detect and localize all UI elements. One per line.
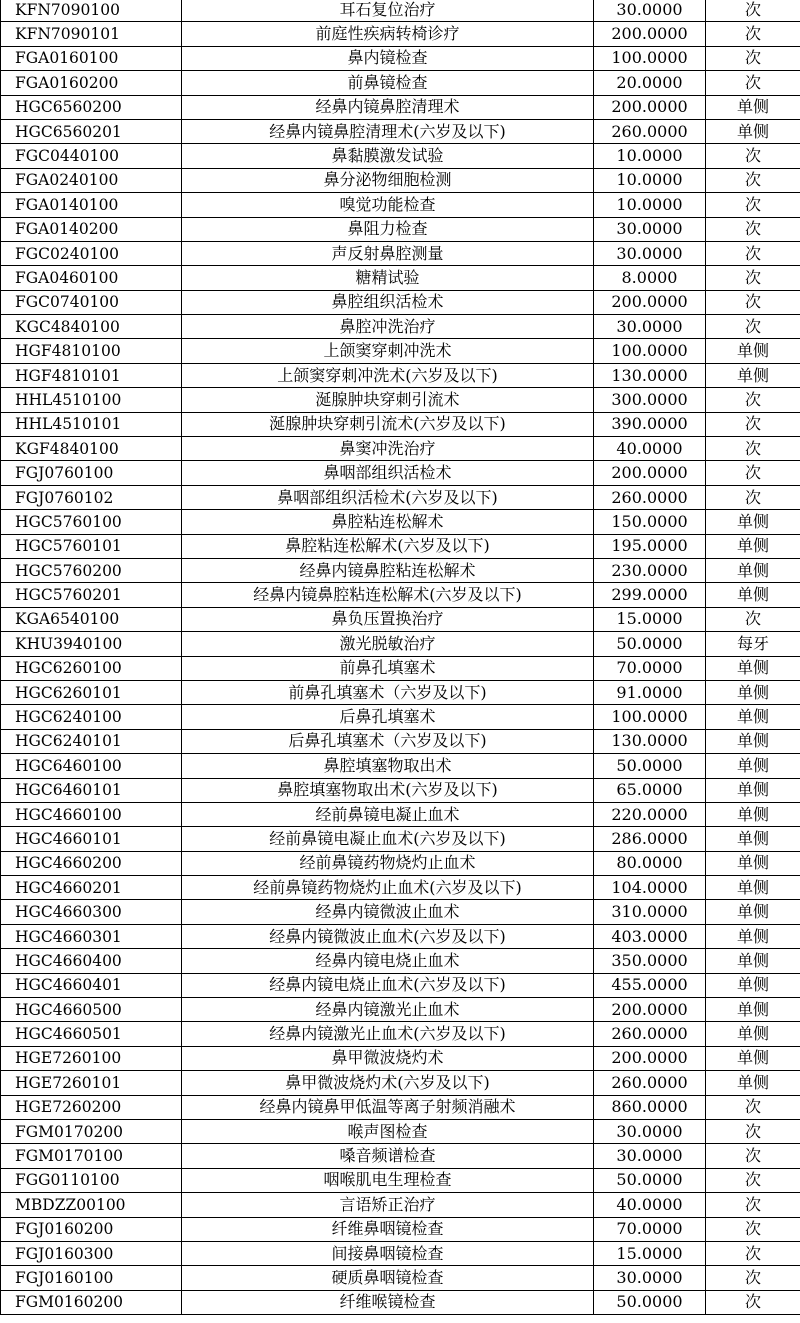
item-name-cell: 鼻阻力检查 bbox=[182, 217, 594, 241]
table-row bbox=[1, 95, 800, 119]
item-price-cell: 10.0000 bbox=[594, 144, 706, 168]
item-name-cell: 激光脱敏治疗 bbox=[182, 632, 594, 656]
item-unit-cell: 单侧 bbox=[706, 705, 800, 729]
item-unit-cell: 次 bbox=[706, 461, 800, 485]
item-name-cell: 鼻腔粘连松解术 bbox=[182, 510, 594, 534]
table-row bbox=[1, 22, 800, 46]
item-name-cell: 经鼻内镜鼻腔清理术(六岁及以下) bbox=[182, 119, 594, 143]
table-row bbox=[1, 388, 800, 412]
item-unit-cell: 单侧 bbox=[706, 851, 800, 875]
item-price-cell: 50.0000 bbox=[594, 632, 706, 656]
item-unit-cell: 次 bbox=[706, 1193, 800, 1217]
item-unit-cell: 次 bbox=[706, 290, 800, 314]
item-name-cell: 鼻负压置换治疗 bbox=[182, 607, 594, 631]
item-unit-cell: 次 bbox=[706, 71, 800, 95]
item-code-cell: HGC4660100 bbox=[1, 802, 182, 826]
item-price-cell: 65.0000 bbox=[594, 778, 706, 802]
item-unit-cell: 单侧 bbox=[706, 95, 800, 119]
item-price-cell: 50.0000 bbox=[594, 1290, 706, 1314]
item-unit-cell: 单侧 bbox=[706, 949, 800, 973]
item-price-cell: 200.0000 bbox=[594, 95, 706, 119]
item-code-cell: HHL4510101 bbox=[1, 412, 182, 436]
item-name-cell: 前鼻镜检查 bbox=[182, 71, 594, 95]
table-row bbox=[1, 827, 800, 851]
item-price-cell: 15.0000 bbox=[594, 607, 706, 631]
item-name-cell: 耳石复位治疗 bbox=[182, 0, 594, 22]
item-code-cell: FGA0160200 bbox=[1, 71, 182, 95]
table-row bbox=[1, 754, 800, 778]
item-name-cell: 经前鼻镜电凝止血术 bbox=[182, 802, 594, 826]
item-code-cell: HGC6460100 bbox=[1, 754, 182, 778]
table-row bbox=[1, 315, 800, 339]
item-code-cell: HGC4660300 bbox=[1, 900, 182, 924]
table-row bbox=[1, 339, 800, 363]
table-row bbox=[1, 802, 800, 826]
item-name-cell: 纤维鼻咽镜检查 bbox=[182, 1217, 594, 1241]
table-row bbox=[1, 680, 800, 704]
item-code-cell: FGC0440100 bbox=[1, 144, 182, 168]
item-unit-cell: 次 bbox=[706, 0, 800, 22]
item-price-cell: 30.0000 bbox=[594, 1119, 706, 1143]
item-price-cell: 80.0000 bbox=[594, 851, 706, 875]
item-name-cell: 经前鼻镜电凝止血术(六岁及以下) bbox=[182, 827, 594, 851]
item-price-cell: 455.0000 bbox=[594, 973, 706, 997]
item-code-cell: HGC6560201 bbox=[1, 119, 182, 143]
table-row bbox=[1, 949, 800, 973]
item-code-cell: FGC0740100 bbox=[1, 290, 182, 314]
item-price-cell: 30.0000 bbox=[594, 0, 706, 22]
table-row bbox=[1, 607, 800, 631]
item-unit-cell: 单侧 bbox=[706, 778, 800, 802]
item-code-cell: HGF4810101 bbox=[1, 363, 182, 387]
table-row bbox=[1, 1168, 800, 1192]
item-price-cell: 70.0000 bbox=[594, 1217, 706, 1241]
item-unit-cell: 单侧 bbox=[706, 363, 800, 387]
item-price-cell: 195.0000 bbox=[594, 534, 706, 558]
item-code-cell: HHL4510100 bbox=[1, 388, 182, 412]
item-name-cell: 鼻腔填塞物取出术(六岁及以下) bbox=[182, 778, 594, 802]
item-price-cell: 100.0000 bbox=[594, 46, 706, 70]
item-name-cell: 嗓音频谱检查 bbox=[182, 1144, 594, 1168]
item-unit-cell: 次 bbox=[706, 388, 800, 412]
item-code-cell: FGJ0160100 bbox=[1, 1266, 182, 1290]
item-code-cell: FGJ0760100 bbox=[1, 461, 182, 485]
table-row bbox=[1, 1119, 800, 1143]
table-row bbox=[1, 534, 800, 558]
item-price-cell: 10.0000 bbox=[594, 168, 706, 192]
item-price-cell: 104.0000 bbox=[594, 876, 706, 900]
table-row bbox=[1, 510, 800, 534]
item-code-cell: HGC4660501 bbox=[1, 1022, 182, 1046]
item-unit-cell: 次 bbox=[706, 1241, 800, 1265]
item-code-cell: HGC5760100 bbox=[1, 510, 182, 534]
item-name-cell: 糖精试验 bbox=[182, 266, 594, 290]
item-name-cell: 上颌窦穿刺冲洗术(六岁及以下) bbox=[182, 363, 594, 387]
item-name-cell: 经前鼻镜药物烧灼止血术 bbox=[182, 851, 594, 875]
item-price-cell: 20.0000 bbox=[594, 71, 706, 95]
table-row bbox=[1, 705, 800, 729]
item-code-cell: FGA0460100 bbox=[1, 266, 182, 290]
item-code-cell: HGC4660201 bbox=[1, 876, 182, 900]
item-code-cell: MBDZZ00100 bbox=[1, 1193, 182, 1217]
table-row bbox=[1, 241, 800, 265]
item-price-cell: 50.0000 bbox=[594, 754, 706, 778]
item-code-cell: HGC6240101 bbox=[1, 729, 182, 753]
item-unit-cell: 次 bbox=[706, 193, 800, 217]
item-price-cell: 860.0000 bbox=[594, 1095, 706, 1119]
table-row bbox=[1, 1144, 800, 1168]
item-unit-cell: 单侧 bbox=[706, 680, 800, 704]
table-row bbox=[1, 1217, 800, 1241]
item-name-cell: 鼻腔填塞物取出术 bbox=[182, 754, 594, 778]
item-name-cell: 涎腺肿块穿刺引流术(六岁及以下) bbox=[182, 412, 594, 436]
item-name-cell: 鼻咽部组织活检术(六岁及以下) bbox=[182, 485, 594, 509]
item-name-cell: 鼻窦冲洗治疗 bbox=[182, 437, 594, 461]
item-name-cell: 经鼻内镜激光止血术(六岁及以下) bbox=[182, 1022, 594, 1046]
item-code-cell: KFN7090101 bbox=[1, 22, 182, 46]
item-name-cell: 喉声图检查 bbox=[182, 1119, 594, 1143]
item-price-cell: 403.0000 bbox=[594, 924, 706, 948]
item-price-cell: 40.0000 bbox=[594, 1193, 706, 1217]
item-unit-cell: 次 bbox=[706, 1119, 800, 1143]
item-name-cell: 经鼻内镜电烧止血术(六岁及以下) bbox=[182, 973, 594, 997]
item-price-cell: 15.0000 bbox=[594, 1241, 706, 1265]
table-row bbox=[1, 632, 800, 656]
item-unit-cell: 单侧 bbox=[706, 900, 800, 924]
item-code-cell: FGJ0760102 bbox=[1, 485, 182, 509]
item-name-cell: 经鼻内镜鼻甲低温等离子射频消融术 bbox=[182, 1095, 594, 1119]
table-row bbox=[1, 876, 800, 900]
table-row bbox=[1, 1071, 800, 1095]
table-row bbox=[1, 1022, 800, 1046]
table-row bbox=[1, 924, 800, 948]
item-code-cell: FGG0110100 bbox=[1, 1168, 182, 1192]
table-row bbox=[1, 778, 800, 802]
item-code-cell: HGC4660301 bbox=[1, 924, 182, 948]
item-code-cell: HGC6560200 bbox=[1, 95, 182, 119]
item-unit-cell: 单侧 bbox=[706, 802, 800, 826]
item-unit-cell: 单侧 bbox=[706, 998, 800, 1022]
item-name-cell: 经鼻内镜激光止血术 bbox=[182, 998, 594, 1022]
table-row bbox=[1, 266, 800, 290]
table-row bbox=[1, 363, 800, 387]
item-code-cell: HGC6240100 bbox=[1, 705, 182, 729]
item-unit-cell: 单侧 bbox=[706, 339, 800, 363]
item-price-cell: 310.0000 bbox=[594, 900, 706, 924]
item-unit-cell: 单侧 bbox=[706, 558, 800, 582]
item-code-cell: HGC4660200 bbox=[1, 851, 182, 875]
table-row bbox=[1, 1290, 800, 1314]
table-row bbox=[1, 217, 800, 241]
item-code-cell: KGC4840100 bbox=[1, 315, 182, 339]
item-name-cell: 前鼻孔填塞术（六岁及以下) bbox=[182, 680, 594, 704]
item-name-cell: 后鼻孔填塞术（六岁及以下) bbox=[182, 729, 594, 753]
item-price-cell: 100.0000 bbox=[594, 339, 706, 363]
table-row bbox=[1, 998, 800, 1022]
item-price-cell: 50.0000 bbox=[594, 1168, 706, 1192]
item-code-cell: HGC6460101 bbox=[1, 778, 182, 802]
table-row bbox=[1, 1266, 800, 1290]
item-unit-cell: 单侧 bbox=[706, 656, 800, 680]
item-name-cell: 涎腺肿块穿刺引流术 bbox=[182, 388, 594, 412]
item-code-cell: FGA0140200 bbox=[1, 217, 182, 241]
item-code-cell: KHU3940100 bbox=[1, 632, 182, 656]
table-row bbox=[1, 193, 800, 217]
item-name-cell: 鼻分泌物细胞检测 bbox=[182, 168, 594, 192]
item-name-cell: 咽喉肌电生理检查 bbox=[182, 1168, 594, 1192]
item-price-cell: 200.0000 bbox=[594, 461, 706, 485]
item-name-cell: 鼻腔冲洗治疗 bbox=[182, 315, 594, 339]
item-price-cell: 200.0000 bbox=[594, 998, 706, 1022]
item-code-cell: FGA0160100 bbox=[1, 46, 182, 70]
item-code-cell: HGC4660401 bbox=[1, 973, 182, 997]
item-unit-cell: 单侧 bbox=[706, 1046, 800, 1070]
item-name-cell: 经鼻内镜电烧止血术 bbox=[182, 949, 594, 973]
item-name-cell: 鼻咽部组织活检术 bbox=[182, 461, 594, 485]
fee-table-body bbox=[1, 0, 800, 1315]
item-name-cell: 经鼻内镜微波止血术(六岁及以下) bbox=[182, 924, 594, 948]
item-price-cell: 100.0000 bbox=[594, 705, 706, 729]
item-name-cell: 前庭性疾病转椅诊疗 bbox=[182, 22, 594, 46]
item-name-cell: 纤维喉镜检查 bbox=[182, 1290, 594, 1314]
item-price-cell: 30.0000 bbox=[594, 217, 706, 241]
item-price-cell: 70.0000 bbox=[594, 656, 706, 680]
item-name-cell: 经鼻内镜鼻腔清理术 bbox=[182, 95, 594, 119]
item-code-cell: FGM0160200 bbox=[1, 1290, 182, 1314]
item-price-cell: 10.0000 bbox=[594, 193, 706, 217]
item-code-cell: KGF4840100 bbox=[1, 437, 182, 461]
item-code-cell: FGM0170200 bbox=[1, 1119, 182, 1143]
item-name-cell: 鼻甲微波烧灼术 bbox=[182, 1046, 594, 1070]
item-price-cell: 130.0000 bbox=[594, 729, 706, 753]
item-code-cell: HGF4810100 bbox=[1, 339, 182, 363]
item-price-cell: 8.0000 bbox=[594, 266, 706, 290]
item-name-cell: 经鼻内镜鼻腔粘连松解术(六岁及以下) bbox=[182, 583, 594, 607]
item-price-cell: 260.0000 bbox=[594, 1071, 706, 1095]
item-unit-cell: 次 bbox=[706, 1144, 800, 1168]
item-code-cell: FGJ0160300 bbox=[1, 1241, 182, 1265]
item-name-cell: 鼻内镜检查 bbox=[182, 46, 594, 70]
item-price-cell: 300.0000 bbox=[594, 388, 706, 412]
item-name-cell: 后鼻孔填塞术 bbox=[182, 705, 594, 729]
item-name-cell: 声反射鼻腔测量 bbox=[182, 241, 594, 265]
item-name-cell: 鼻甲微波烧灼术(六岁及以下) bbox=[182, 1071, 594, 1095]
item-price-cell: 30.0000 bbox=[594, 1266, 706, 1290]
table-row bbox=[1, 144, 800, 168]
item-name-cell: 嗅觉功能检查 bbox=[182, 193, 594, 217]
item-unit-cell: 次 bbox=[706, 46, 800, 70]
item-name-cell: 前鼻孔填塞术 bbox=[182, 656, 594, 680]
table-row bbox=[1, 558, 800, 582]
item-unit-cell: 单侧 bbox=[706, 973, 800, 997]
item-price-cell: 260.0000 bbox=[594, 1022, 706, 1046]
table-row bbox=[1, 1046, 800, 1070]
item-code-cell: HGC6260100 bbox=[1, 656, 182, 680]
item-code-cell: HGC5760201 bbox=[1, 583, 182, 607]
table-row bbox=[1, 900, 800, 924]
item-name-cell: 经鼻内镜鼻腔粘连松解术 bbox=[182, 558, 594, 582]
item-name-cell: 鼻腔组织活检术 bbox=[182, 290, 594, 314]
item-price-cell: 30.0000 bbox=[594, 241, 706, 265]
item-code-cell: HGC5760200 bbox=[1, 558, 182, 582]
table-row bbox=[1, 46, 800, 70]
table-row bbox=[1, 412, 800, 436]
table-row bbox=[1, 729, 800, 753]
item-unit-cell: 次 bbox=[706, 241, 800, 265]
item-price-cell: 286.0000 bbox=[594, 827, 706, 851]
table-row bbox=[1, 851, 800, 875]
item-unit-cell: 次 bbox=[706, 266, 800, 290]
item-unit-cell: 次 bbox=[706, 485, 800, 509]
item-unit-cell: 单侧 bbox=[706, 534, 800, 558]
item-price-cell: 260.0000 bbox=[594, 119, 706, 143]
item-unit-cell: 次 bbox=[706, 1266, 800, 1290]
item-code-cell: FGA0240100 bbox=[1, 168, 182, 192]
table-row bbox=[1, 973, 800, 997]
item-unit-cell: 每牙 bbox=[706, 632, 800, 656]
item-code-cell: FGC0240100 bbox=[1, 241, 182, 265]
item-unit-cell: 单侧 bbox=[706, 924, 800, 948]
item-price-cell: 150.0000 bbox=[594, 510, 706, 534]
item-unit-cell: 次 bbox=[706, 607, 800, 631]
item-name-cell: 经鼻内镜微波止血术 bbox=[182, 900, 594, 924]
item-code-cell: HGC5760101 bbox=[1, 534, 182, 558]
item-unit-cell: 单侧 bbox=[706, 729, 800, 753]
item-name-cell: 言语矫正治疗 bbox=[182, 1193, 594, 1217]
table-row bbox=[1, 1095, 800, 1119]
table-row bbox=[1, 1241, 800, 1265]
item-price-cell: 230.0000 bbox=[594, 558, 706, 582]
item-price-cell: 220.0000 bbox=[594, 802, 706, 826]
item-price-cell: 30.0000 bbox=[594, 315, 706, 339]
item-code-cell: HGC4660101 bbox=[1, 827, 182, 851]
item-price-cell: 200.0000 bbox=[594, 1046, 706, 1070]
item-unit-cell: 次 bbox=[706, 412, 800, 436]
item-unit-cell: 次 bbox=[706, 1095, 800, 1119]
item-price-cell: 40.0000 bbox=[594, 437, 706, 461]
item-price-cell: 260.0000 bbox=[594, 485, 706, 509]
table-row bbox=[1, 485, 800, 509]
item-name-cell: 硬质鼻咽镜检查 bbox=[182, 1266, 594, 1290]
item-unit-cell: 单侧 bbox=[706, 1022, 800, 1046]
item-code-cell: HGC6260101 bbox=[1, 680, 182, 704]
item-unit-cell: 次 bbox=[706, 437, 800, 461]
table-row bbox=[1, 119, 800, 143]
item-code-cell: HGC4660500 bbox=[1, 998, 182, 1022]
item-name-cell: 鼻黏膜激发试验 bbox=[182, 144, 594, 168]
item-code-cell: KFN7090100 bbox=[1, 0, 182, 22]
item-unit-cell: 单侧 bbox=[706, 510, 800, 534]
item-price-cell: 200.0000 bbox=[594, 290, 706, 314]
item-code-cell: FGJ0160200 bbox=[1, 1217, 182, 1241]
table-row bbox=[1, 1193, 800, 1217]
item-code-cell: HGC4660400 bbox=[1, 949, 182, 973]
item-code-cell: KGA6540100 bbox=[1, 607, 182, 631]
item-unit-cell: 单侧 bbox=[706, 876, 800, 900]
item-unit-cell: 单侧 bbox=[706, 754, 800, 778]
item-unit-cell: 单侧 bbox=[706, 827, 800, 851]
item-price-cell: 130.0000 bbox=[594, 363, 706, 387]
item-price-cell: 299.0000 bbox=[594, 583, 706, 607]
item-price-cell: 350.0000 bbox=[594, 949, 706, 973]
table-row bbox=[1, 168, 800, 192]
table-row bbox=[1, 461, 800, 485]
item-unit-cell: 次 bbox=[706, 315, 800, 339]
table-row bbox=[1, 656, 800, 680]
table-row bbox=[1, 437, 800, 461]
item-code-cell: HGE7260101 bbox=[1, 1071, 182, 1095]
item-unit-cell: 次 bbox=[706, 1290, 800, 1314]
table-row bbox=[1, 583, 800, 607]
item-name-cell: 鼻腔粘连松解术(六岁及以下) bbox=[182, 534, 594, 558]
item-unit-cell: 次 bbox=[706, 22, 800, 46]
table-row bbox=[1, 71, 800, 95]
item-price-cell: 390.0000 bbox=[594, 412, 706, 436]
item-code-cell: FGA0140100 bbox=[1, 193, 182, 217]
item-unit-cell: 单侧 bbox=[706, 119, 800, 143]
item-price-cell: 200.0000 bbox=[594, 22, 706, 46]
item-unit-cell: 单侧 bbox=[706, 1071, 800, 1095]
item-name-cell: 间接鼻咽镜检查 bbox=[182, 1241, 594, 1265]
table-row bbox=[1, 0, 800, 22]
item-code-cell: HGE7260200 bbox=[1, 1095, 182, 1119]
item-unit-cell: 次 bbox=[706, 1217, 800, 1241]
item-unit-cell: 单侧 bbox=[706, 583, 800, 607]
table-row bbox=[1, 290, 800, 314]
item-price-cell: 30.0000 bbox=[594, 1144, 706, 1168]
item-code-cell: FGM0170100 bbox=[1, 1144, 182, 1168]
item-code-cell: HGE7260100 bbox=[1, 1046, 182, 1070]
item-unit-cell: 次 bbox=[706, 144, 800, 168]
item-name-cell: 上颌窦穿刺冲洗术 bbox=[182, 339, 594, 363]
item-unit-cell: 次 bbox=[706, 168, 800, 192]
item-unit-cell: 次 bbox=[706, 217, 800, 241]
item-name-cell: 经前鼻镜药物烧灼止血术(六岁及以下) bbox=[182, 876, 594, 900]
item-unit-cell: 次 bbox=[706, 1168, 800, 1192]
item-price-cell: 91.0000 bbox=[594, 680, 706, 704]
